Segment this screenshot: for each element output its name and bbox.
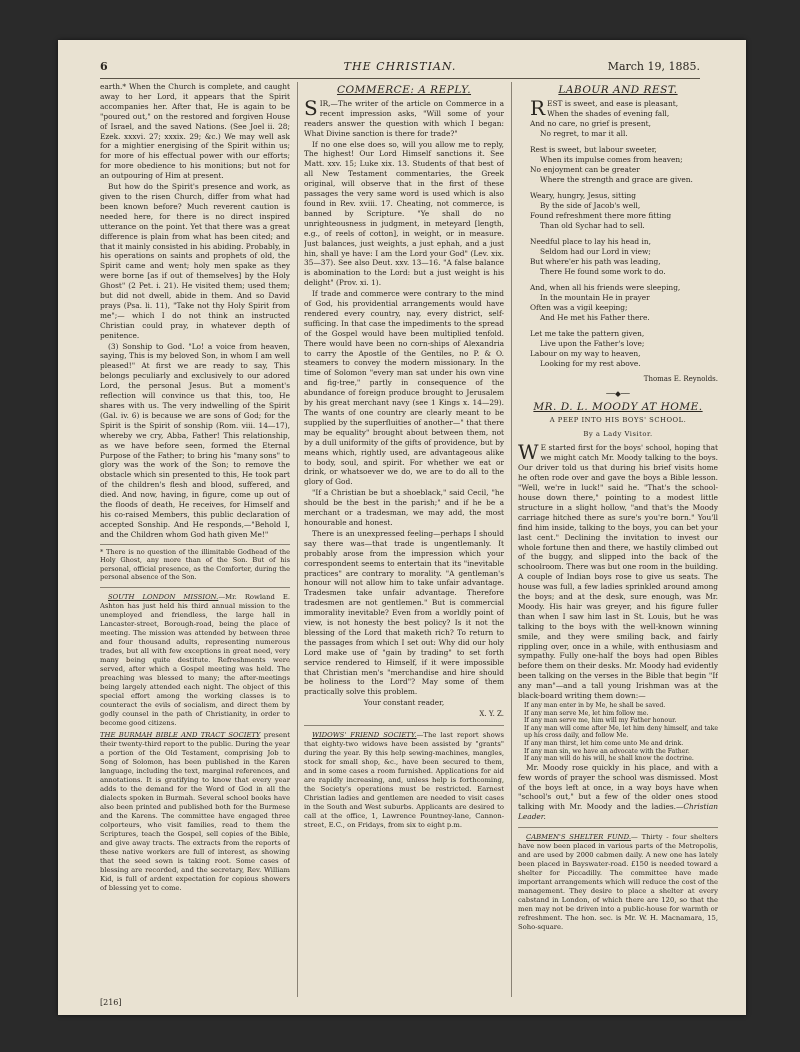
verse-line: And no care, no grief is present, (530, 118, 651, 128)
stanza (530, 145, 718, 185)
news-item (100, 593, 290, 728)
verse-item: If any man will come after Me, let him deny himself, and take up his cross daily, and follow Me. (524, 724, 718, 740)
verse-line: No regret, to mar it all. (540, 128, 628, 138)
byline: By a Lady Visitor. (583, 429, 653, 438)
paragraph-text: IR,—The writer of the article on Commerce in a recent impression asks, "Will some of your readers answer the question with which I began: What Divine sanction is there for trade?" (304, 98, 504, 138)
paragraph (518, 440, 718, 701)
poem (518, 95, 718, 369)
article-heading: COMMERCE: A REPLY. (336, 84, 472, 96)
verse-line: REST is sweet, and ease is pleasant, (530, 95, 679, 120)
paragraph: There is an unexpressed feeling—perhaps I should say there was—that trade is ungentlemanly. It probably arose from the impression which your correspondent seems to entertain that its "inevitable practices" are contrary to morality. "A gentleman's honour will not allow him to take unfair advantage. Tradesmen take unfair advantage. Therefore tradesmen are not gentlemen." But is commercial immorality inevitable? Even from a worldly point of view, is not honesty the best policy? Is it not the blessing of the Lord that maketh rich? To return to the passages from which I set out: Why did our holy Lord make use of "gain by trading" to set forth service rendered to Himself, if it were impossible that Christian men's "merchandise and hire should be holiness to the Lord"? May some of them practically solve this problem. (304, 528, 504, 697)
verse-line: Rest is sweet, but labour sweeter, (530, 144, 657, 154)
paragraph: (3) Sonship to God. "Lo! a voice from heaven, saying, This is my beloved Son, in whom I am well pleased!" At first we are ready to say, This belongs peculiarly and exclusively to our adored Lord, the personal Jesus. But a moment's reflection will convince us that this, too, He shares with us. The very indwelling of the Spirit (Gal. iv. 6) is because we are sons of God; for the Spirit is the Spirit of sonship (Rom. viii. 14—17), whereby we cry, Abba, Father! This relationship, as we have before seen, formed the Eternal Purpose of the Father; to bring his "many sons" to glory was the work of the Son; to remove the obstacle which sin presented to this, He took part of the children's flesh and blood, suffered, and died. And now, having, in figure, come up out of the floods of death, He receives, for Himself and his co-raised Members, this public declaration of accepted Sonship. And He responds,—"Behold I, and the Children whom God hath given Me!" (100, 341, 290, 539)
paragraph (304, 95, 504, 139)
verse-list (518, 702, 718, 763)
issue-date: March 19, 1885. (607, 60, 700, 73)
folio-number: [216] (100, 998, 122, 1007)
source-credit: Christian Leader. (518, 802, 718, 822)
column-rule (511, 82, 512, 997)
page-number: 6 (100, 60, 108, 73)
article-heading: MR. D. L. MOODY AT HOME. (533, 400, 703, 413)
paragraph-text: Mr. Moody rose quickly in his place, and with a few words of prayer the school was dismissed. Most of the boys left at once, in a way boys have when "school's out," but a few of the older ones stood talking with Mr. Moody and the ladies.— (518, 762, 718, 812)
news-heading: SOUTH LONDON MISSION. (108, 593, 219, 602)
verse-line: Let me take the pattern given, (530, 328, 645, 338)
verse-line: But where'er his path was leading, (530, 256, 661, 266)
stanza (530, 329, 718, 369)
verse-line: By the side of Jacob's well, (540, 200, 641, 210)
verse-line: Weary, hungry, Jesus, sitting (530, 190, 636, 200)
paragraph-text: E started first for the boys' school, hoping that we might catch Mr. Moody talking to the boys. Our driver told us that during his brief visits home he often rode over and gave the boys a Bible lesson. "Well, we're in luck!" said he. "That's the school-house down there," pointing to a modest little structure in a slight hollow, "and that's the Moody carriage hitched there as sure's you're born." You'll find him inside, talking to the boys, you can bet your last cent." Declining the invitation to invest our whole fortune then and there, we hastily climbed out of the buggy, and slipped into the back of the schoolroom. There was but one room in the building. A couple of Indian boys rose to give us seats. The house was full, a few ladies sprinkled around among the boys; and at the desk, sure enough, was Mr. Moody. His hair was greyer, and his figure fuller than when I saw him last in St. Louis, but he was talking to the boys with the well-known winning smile, and they were smiling back, and fairly rippling over, once in a while, with enthusiasm and sympathy. Fully one-half the boys had open Bibles before them on their desks. Mr. Moody had evidently been talking on the verses in the Bible that begin "If any man"—and a tall young Irishman was at the black-board writing them down:— (518, 443, 718, 701)
column-1 (100, 82, 290, 997)
news-text: —The last report shows that eighty-two widows have been assisted by "grants" during the year. By this help sewing-machines, mangles, stock for small shop, &c., have been secured to them, and in some cases a room furnished. Applications for aid are rapidly increasing, and, unless help is forthcoming, the Society's operations must be restricted. Earnest Christian ladies and gentlemen are needed to visit cases in the South and West suburbs. Applicants are desired to call at the office, 1, Lawrence Pountney-lane, Cannon-street, E.C., on Fridays, from six to eight p.m. (304, 731, 504, 830)
verse-line: Where the strength and grace are given. (540, 174, 693, 184)
divider (100, 587, 290, 588)
signature: X. Y. Z. (479, 710, 504, 719)
news-text: — Thirty - four shelters have now been placed in various parts of the Metropolis, and are used by 2000 cabmen daily. A new one has lately been placed in Bayswater-road. £150 is needed toward a shelter for Piccadilly. The committee have made important arrangements which will reduce the cost of the management. They desire to place a shelter at every cabstand in London, of which there are 120, so that the men may not be driven into a public-house for warmth or refreshment. The hon. sec. is Mr. W. H. Macnamara, 15, Soho-square. (518, 833, 718, 932)
verse-line: And He met his Father there. (540, 312, 650, 322)
verse-line: Seldom had our Lord in view; (540, 246, 651, 256)
verse-line: Needful place to lay his head in, (530, 236, 651, 246)
verse-line: Often was a vigil keeping; (530, 302, 628, 312)
verse-line: When its impulse comes from heaven; (540, 154, 683, 164)
drop-cap: R (530, 95, 546, 120)
verse-line: Looking for my rest above. (540, 358, 641, 368)
article-subheading: A PEEP INTO HIS BOYS' SCHOOL. (549, 415, 687, 424)
verse-line: There He found some work to do. (540, 266, 666, 276)
news-text: —Mr. Rowland E. Ashton has just held his third annual mission to the unemployed and friendless, the large hall in Lancaster-street, Borough-road, being the place of meeting. The mission was attended by between three and four thousand adults, representing numerous trades, but all with few exceptions in great need, very many being quite destitute. Refreshments were served, after which a Gospel meeting was held. The preaching was blessed to many; the after-meetings being largely attended each night. The object of this special effort among the working classes is to counteract the evils of socialism, and direct them by godly counsel in the path of Christianity, in order to become good citizens. (100, 593, 290, 728)
verse-line: Than old Sychar had to sell. (540, 220, 645, 230)
verse-line: When the shades of evening fall, (547, 108, 670, 118)
stanza (530, 95, 718, 139)
verse-item: If any man thirst, let him come unto Me and drink. (524, 739, 684, 747)
news-item (304, 731, 504, 830)
drop-cap: W (518, 440, 539, 465)
divider (518, 827, 718, 828)
verse-item: If any man serve me, him will my Father honour. (524, 717, 677, 725)
stanza (530, 283, 718, 323)
paragraph: If no one else does so, will you allow me to reply, The highest! Our Lord Himself sanctions it. See Matt. xxv. 15; Luke xix. 13. Students of that best of all New Testament commentaries, the Greek original, will observe that in the first of these passages the very same word is used which is also found in Rev. xviii. 17. Cheating, not commerce, is banned by Scripture. "Ye shall do no unrighteousness in judgment, in meteyard [length, e.g., of reels of cotton], in weight, or in measure. Just balances, just weights, a just ephah, and a just hin, shall ye have: I am the Lord your God" (Lev. xix. 35—37). See also Deut. xxv. 13—16. "A false balance is abomination to the Lord: but a just weight is his delight" (Prov. xi. 1). (304, 139, 504, 288)
paragraph: "If a Christian be but a shoeblack," said Cecil, "he should be the best in the parish;" and if he be a merchant or a tradesman, we may add, the most honourable and honest. (304, 488, 504, 527)
verse-item: If any man will do his will, he shall know the doctrine. (524, 755, 694, 763)
verse-item: If any man serve Me, let him follow me. (524, 709, 649, 717)
divider (304, 725, 504, 726)
masthead-title: THE CHRISTIAN. (343, 60, 457, 73)
column-2 (304, 82, 504, 997)
news-item (518, 833, 718, 932)
signoff: Your constant reader, (363, 698, 445, 708)
paragraph: If trade and commerce were contrary to the mind of God, his providential arrangements would have rendered every country, nay, every district, self-sufficing. In that case the impediments to the spread of the Gospel would have been multiplied tenfold. There would have been no corn-ships of Alexandria to carry the Apostle of the Gentiles, no P. & O. steamers to convey the modern missionary. In the time of Solomon "every man sat under his own vine and fig-tree," partly in consequence of the abundance of foreign produce brought to Jerusalem by his great merchant navy (see 1 Kings x. 14—29). The wants of one country are clearly meant to be supplied by the superfluities of another—" that there may be equality" brought about between them, not by a dull uniformity of the gifts of providence, but by means which, rightly used, are advantageous alike to body, soul, and spirit. For whether we eat or drink, or whatsoever we do, we are to do all to the glory of God. (304, 289, 504, 487)
verse-line: Live upon the Father's love; (540, 338, 645, 348)
column-rule (297, 82, 298, 997)
paragraph: But how do the Spirit's presence and work, as given to the risen Church, differ from what had been known before? Much reverent caution is needed here, for there is no direct inspired utterance on the point. Yet that there was a great difference is plain from what has been cited; and that it mainly consisted in his abiding. Probably, in his operations on saints and prophets of old, the Spirit came and went; holy men spake as they were borne [as if out of themselves] by the Holy Ghost" (2 Pet. i. 21). He visited them; used them; but did not dwell, abide in them. And so David prays (Psa. li. 11), "Take not thy Holy Spirit from me";— which I do not think an instructed Christian could pray, in whatever depth of penitence. (100, 182, 290, 340)
drop-cap: S (304, 95, 318, 120)
footnote: * There is no question of the illimitable Godhead of the Holy Ghost, any more than of the Son. But of his personal, official presence, as the Comforter, during the personal absence of the Son. (100, 544, 290, 582)
verse-line: And, when all his friends were sleeping, (530, 282, 681, 292)
paragraph (518, 763, 718, 822)
verse-line: Labour on my way to heaven, (530, 348, 641, 358)
news-text: present their twenty-third report to the public. During the year a portion of the Old Testament, comprising Job to Song of Solomon, has been published in the Karen language, including the text, marginal references, and annotations. It is gratifying to know that every year adds to the demand for the Word of God in all the dialects spoken in Burmah. Several school books have also been printed and published both for the Burmese and the Karens. The committee have engaged three colporteurs, who visit families, read to them the Scriptures, teach the Gospel, sell copies of the Bible, and give away tracts. The extracts from the reports of these native workers are full of interest, as showing that the seed sown is taking root. Some cases of blessing are recorded, and the secretary, Rev. William Kid, is full of ardent expectation for copious showers of blessing yet to come. (100, 731, 290, 893)
verse-line: Found refreshment there more fitting (530, 210, 672, 220)
verse-item: If any man enter in by Me, he shall be saved. (524, 702, 666, 709)
poem-heading: LABOUR AND REST. (558, 84, 678, 96)
poem-author: Thomas E. Reynolds. (643, 374, 718, 383)
newspaper-page (58, 40, 746, 1015)
stanza (530, 237, 718, 277)
column-3 (518, 82, 718, 997)
news-heading: WIDOWS' FRIEND SOCIETY. (312, 731, 417, 740)
news-heading: THE BURMAH BIBLE AND TRACT SOCIETY (100, 731, 261, 740)
news-item (100, 731, 290, 893)
stanza (530, 191, 718, 231)
paragraph: earth.* When the Church is complete, and caught away to her Lord, it appears that the Spirit accompanies her. After that, He is again to be "poured out," on the restored and forgiven House of Israel, and the saved Nations. (See Joel ii. 28; Ezek. xxxvi. 27; xxxix. 29; &c.) We may well ask for a mightier energising of the Spirit within us; for more of his effectual power with our efforts; for more obedience to his monitions; but not for an outpouring of Him at present. (100, 82, 290, 181)
ornament-divider: ──◆── (606, 388, 630, 398)
news-heading: CABMEN'S SHELTER FUND. (526, 833, 631, 842)
verse-item: If any man sin, we have an advocate with the Father. (524, 747, 690, 755)
page-header (100, 60, 700, 79)
verse-line: In the mountain He in prayer (540, 292, 650, 302)
verse-line: No enjoyment can be greater (530, 164, 640, 174)
